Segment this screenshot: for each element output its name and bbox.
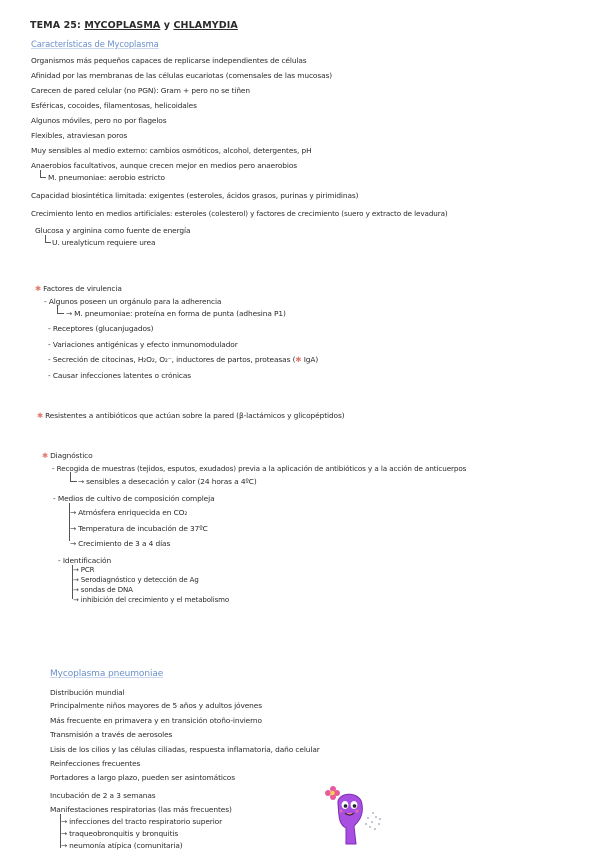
page-title [30,20,238,31]
diagnosis-line: - Identificación [58,556,112,565]
diagnosis-line: - Recogida de muestras (tejidos, esputos, exudados) previa a la aplicación de antibióticos y a la acción de anticuerpos [52,464,467,473]
diagnosis-subline-text: Crecimiento de 3 a 4 días [78,539,171,548]
characteristic-line: Afinidad por las membranas de las células eucariotas (comensales de las mucosas) [31,71,333,80]
virulence-subline [66,309,286,318]
virulence-heading: Factores de virulencia [43,284,122,293]
arrow-right-icon: → [66,309,73,318]
pneumoniae-line: Principalmente niños mayores de 5 años y adultos jóvenes [50,701,262,710]
branch-connector [70,472,77,482]
diagnosis-subline-text: sondas de DNA [80,586,133,594]
characteristic-line: Capacidad biosintética limitada: exigentes (esteroles, ácidos grasos, purinas y pirimidinas) [31,191,359,200]
diagnosis-heading-row [42,451,93,460]
arrow-right-icon: → [73,576,79,584]
pneumoniae-subline [61,829,178,838]
characteristic-subline: U. urealyticum requiere urea [52,238,156,247]
diagnosis-line: - Medios de cultivo de composición compleja [53,494,215,503]
pneumoniae-line: Portadores a largo plazo, pueden ser asintomáticos [50,773,235,782]
branch-connector [45,235,51,243]
pneumoniae-subline [61,817,222,826]
characteristic-line: Esféricas, cocoides, filamentosas, helicoidales [31,101,197,110]
pneumoniae-subline-text: neumonía atípica (comunitaria) [69,841,183,850]
characteristic-line: Organismos más pequeños capaces de replicarse independientes de células [31,56,307,65]
virulence-line: - Variaciones antigénicas y efecto inmunomodulador [48,340,238,349]
pneumoniae-line: Reinfecciones frecuentes [50,759,141,768]
virulence-line: - Causar infecciones latentes o crónicas [48,371,192,380]
arrow-right-icon: → [61,817,68,826]
pneumoniae-subline-text: traqueobronquitis y bronquitis [69,829,179,838]
characteristic-line: Glucosa y arginina como fuente de energía [35,226,191,235]
asterisk-icon: ✱ [295,355,302,364]
arrow-right-icon: → [70,539,77,548]
pneumoniae-subline [61,841,183,850]
asterisk-icon: ✱ [35,284,42,293]
virulence-line: - Receptores (glucanjugados) [48,324,154,333]
mascot-flower-icon [325,786,340,800]
branch-connector [40,170,46,178]
diagnosis-subline-text: Atmósfera enriquecida en CO₂ [78,508,188,517]
resistance-text: Resistentes a antibióticos que actúan sobre la pared (β-lactámicos y glicopéptidos) [45,411,345,420]
virulence-line [48,355,318,364]
diagnosis-subline [73,596,229,604]
pneumoniae-subline-text: infecciones del tracto respiratorio superior [69,817,223,826]
diagnosis-subline-text: PCR [80,566,95,574]
diagnosis-subline [73,566,94,574]
characteristic-line: Algunos móviles, pero no por flagelos [31,116,167,125]
characteristic-line: Crecimiento lento en medios artificiales: esteroles (colesterol) y factores de crecimiento (suero y extracto de levadura) [31,209,448,218]
characteristic-line: Carecen de pared celular (no PGN): Gram + pero no se tiñen [31,86,250,95]
virulence-line-text: - Secreción de citocinas, H₂O₂, O₂⁻, inductores de partos, proteasas ( [48,355,296,364]
virulence-heading-row [35,284,122,293]
pneumoniae-line: Lisis de los cilios y las células ciliadas, respuesta inflamatoria, daño celular [50,745,320,754]
title-second: CHLAMYDIA [173,20,238,31]
diagnosis-subline [73,576,199,584]
pneumoniae-heading: Mycoplasma pneumoniae [50,669,164,679]
virulence-line-tail: IgA) [301,355,319,364]
characteristic-line: Muy sensibles al medio externo: cambios osmóticos, alcohol, detergentes, pH [31,146,312,155]
asterisk-icon: ✱ [42,451,49,460]
title-prefix: TEMA 25: [30,20,85,31]
pneumoniae-line: Distribución mundial [50,688,125,697]
arrow-right-icon: → [73,586,79,594]
mascot-doodle-icon [320,782,390,848]
diagnosis-heading: Diagnóstico [50,451,93,460]
diagnosis-subline [70,524,208,533]
characteristic-subline: M. pneumoniae: aerobio estricto [48,173,165,182]
characteristic-line: Anaerobios facultativos, aunque crecen mejor en medios pero anaerobios [31,161,298,170]
diagnosis-subline [70,508,187,517]
diagnosis-subline-text: Temperatura de incubación de 37ºC [78,524,208,533]
arrow-right-icon: → [70,508,77,517]
arrow-right-icon: → [73,566,79,574]
arrow-right-icon: → [70,524,77,533]
diagnosis-subline-text: inhibición del crecimiento y el metabolismo [80,596,230,604]
arrow-right-icon: → [61,841,68,850]
characteristic-line: Flexibles, atraviesan poros [31,131,128,140]
arrow-right-icon: → [61,829,68,838]
asterisk-icon: ✱ [37,411,44,420]
diagnosis-subline-text: Serodiagnóstico y detección de Ag [80,576,199,584]
pneumoniae-line: Transmisión a través de aerosoles [50,730,173,739]
diagnosis-subline [78,477,257,486]
diagnosis-subline [70,539,170,548]
diagnosis-subline-text: sensibles a desecación y calor (24 horas a 4ºC) [86,477,257,486]
branch-connector [57,305,64,314]
pneumoniae-line: Incubación de 2 a 3 semanas [50,791,156,800]
title-joiner: y [160,20,174,31]
pneumoniae-line: Manifestaciones respiratorias (las más frecuentes) [50,805,232,814]
diagnosis-subline [73,586,133,594]
virulence-subline-text: M. pneumoniae: proteína en forma de punta (adhesina P1) [74,309,286,318]
characteristics-heading: Características de Mycoplasma [31,39,159,49]
virulence-line: - Algunos poseen un orgánulo para la adherencia [44,297,222,306]
arrow-right-icon: → [73,596,79,604]
resistance-row [37,411,345,420]
pneumoniae-line: Más frecuente en primavera y en transición otoño-invierno [50,716,262,725]
arrow-right-icon: → [78,477,85,486]
title-main: MYCOPLASMA [84,20,161,31]
